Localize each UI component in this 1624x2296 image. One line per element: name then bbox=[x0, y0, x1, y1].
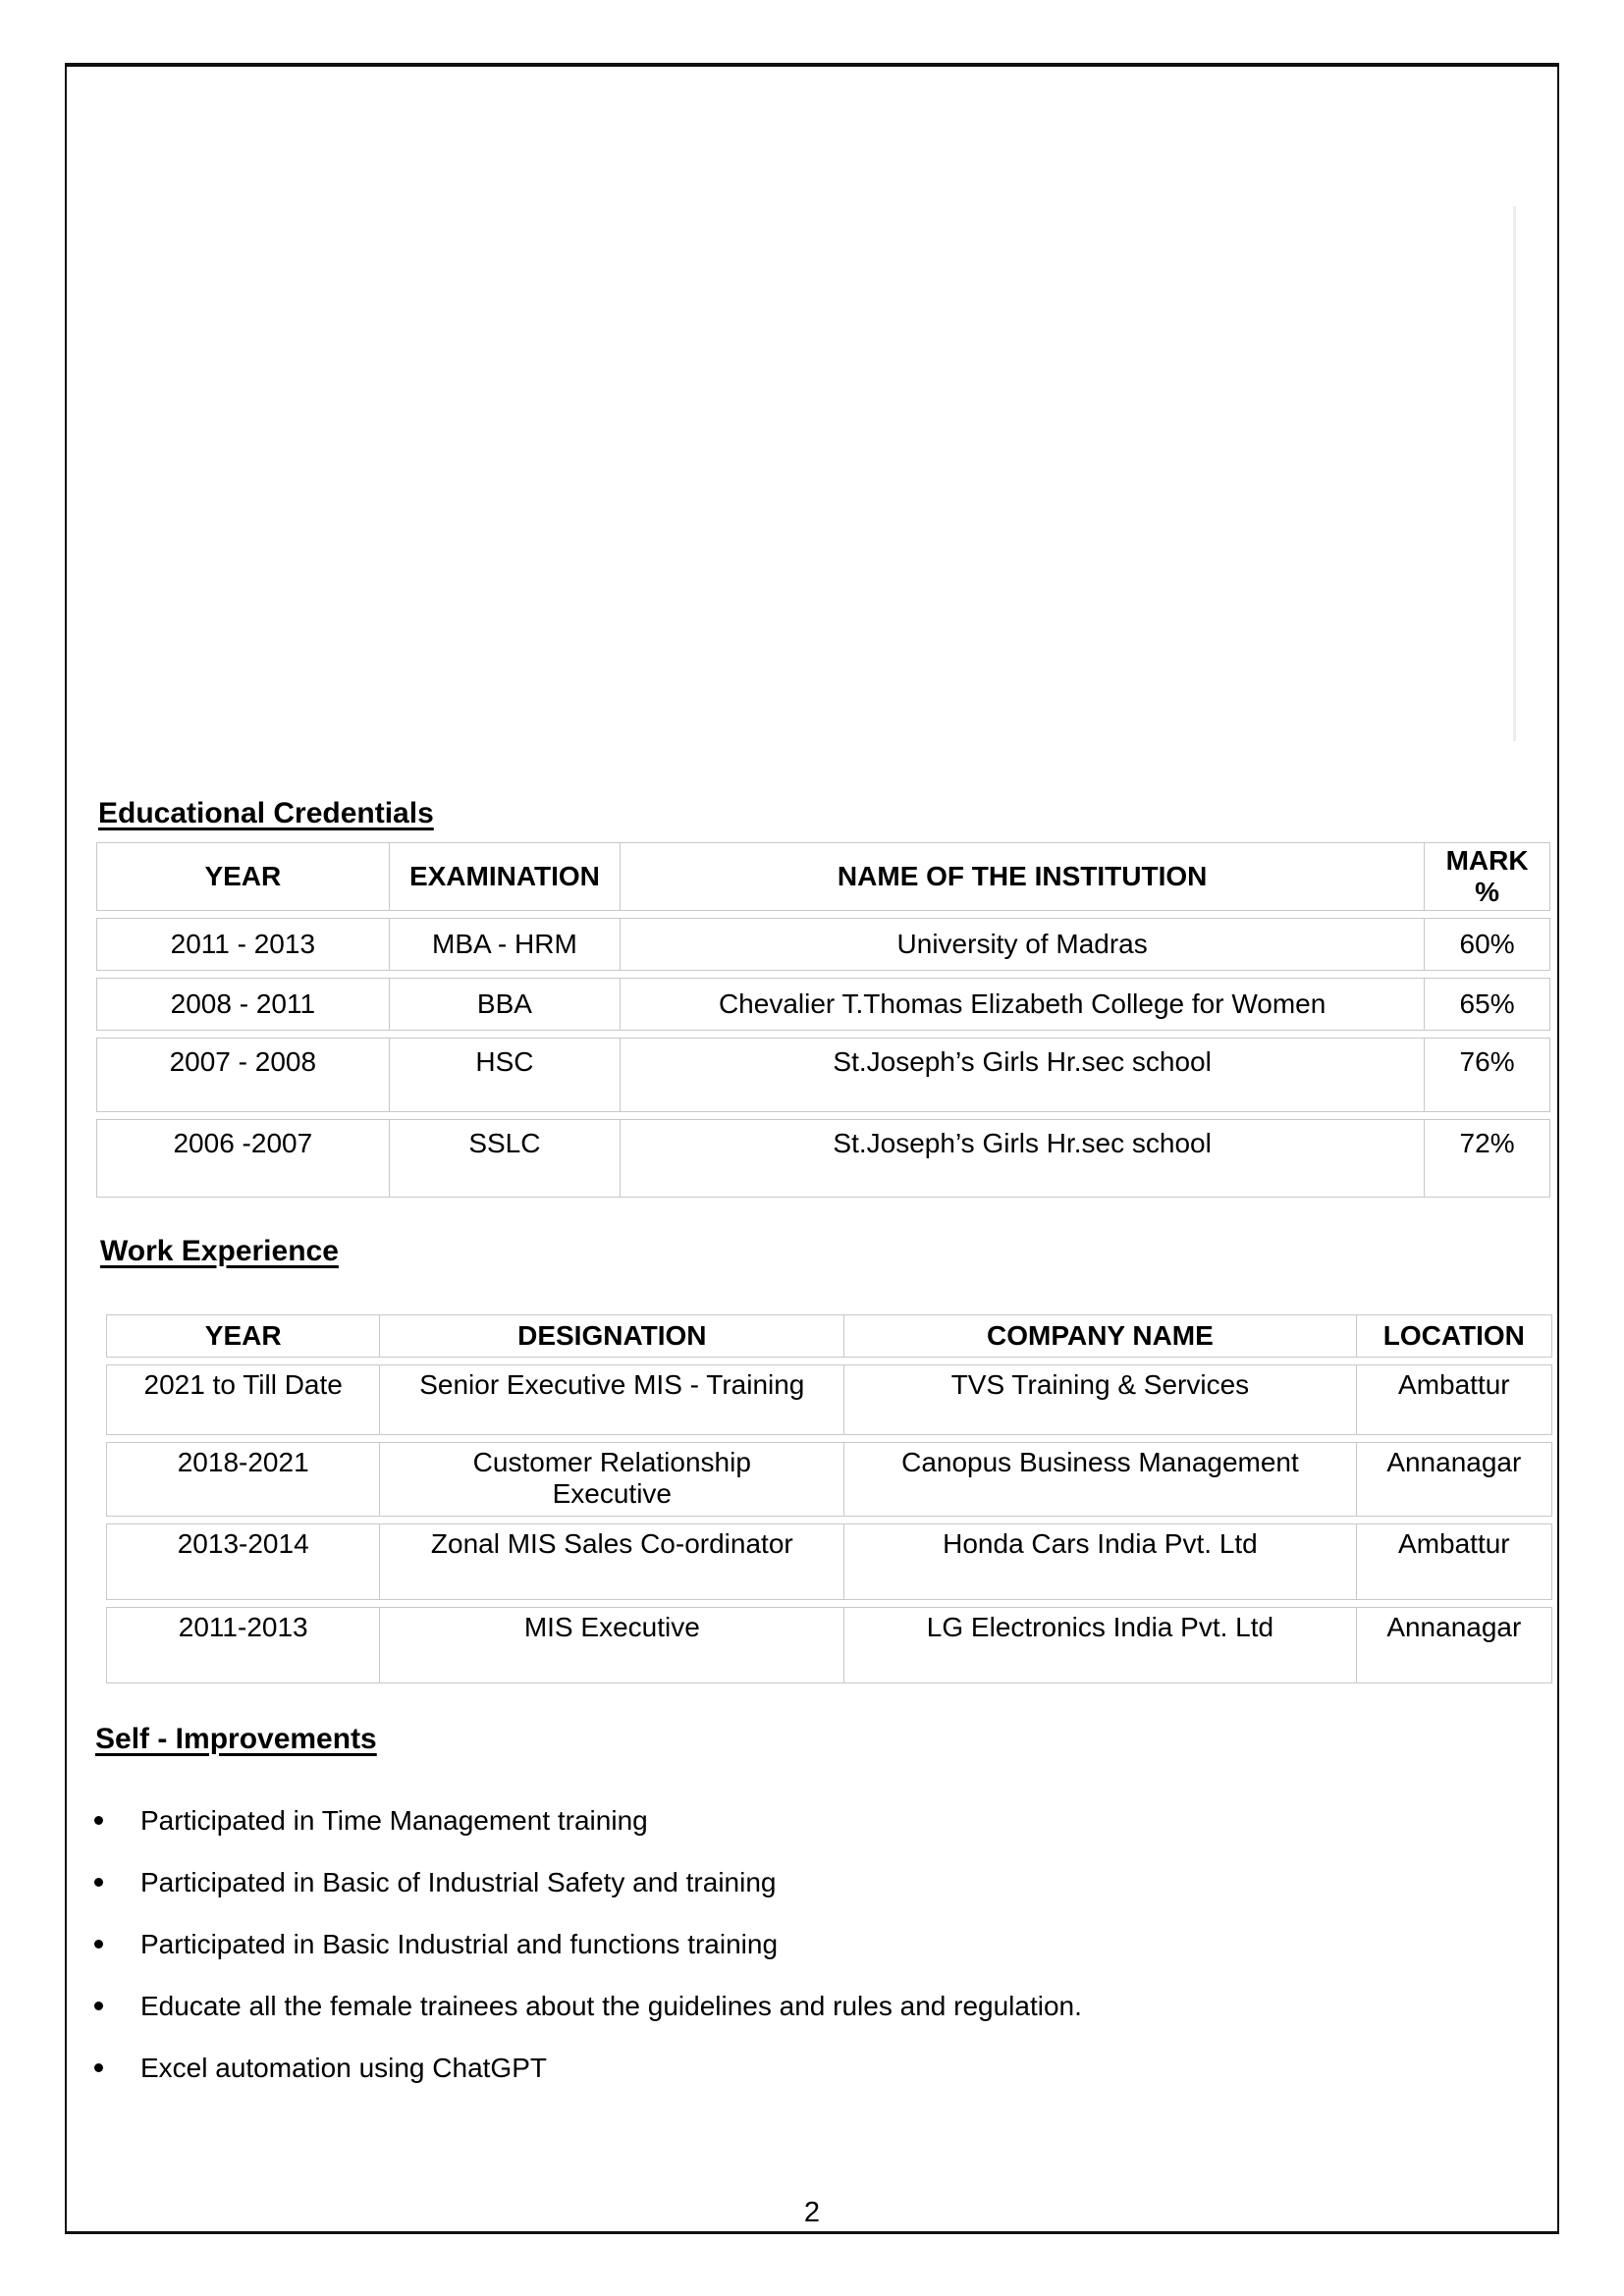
cell-year: 2011 - 2013 bbox=[96, 918, 389, 971]
list-item-text: Participated in Time Management training bbox=[140, 1805, 648, 1836]
bullet-icon bbox=[94, 2063, 103, 2072]
cell-year: 2006 -2007 bbox=[96, 1119, 389, 1198]
cell-institution: Chevalier T.Thomas Elizabeth College for Women bbox=[620, 978, 1424, 1031]
cell-year: 2008 - 2011 bbox=[96, 978, 389, 1031]
table-row bbox=[106, 1364, 1552, 1435]
self-improvements-list bbox=[94, 1804, 1430, 2113]
self-improvements-heading: Self - Improvements bbox=[95, 1723, 377, 1755]
work-experience-table bbox=[106, 1308, 1552, 1690]
column-header-mark: MARK % bbox=[1424, 842, 1550, 911]
page-number: 2 bbox=[803, 2197, 821, 2228]
cell-designation: Customer Relationship Executive bbox=[379, 1442, 843, 1517]
column-header-year: YEAR bbox=[96, 842, 389, 911]
education-heading: Educational Credentials bbox=[98, 797, 434, 829]
cell-year: 2011-2013 bbox=[106, 1607, 379, 1683]
cell-designation: Zonal MIS Sales Co-ordinator bbox=[379, 1523, 843, 1600]
cell-mark: 65% bbox=[1424, 978, 1550, 1031]
list-item bbox=[94, 1990, 1430, 2022]
education-table bbox=[96, 835, 1550, 1204]
table-row bbox=[106, 1442, 1552, 1517]
table-row bbox=[106, 1523, 1552, 1600]
column-header-examination: EXAMINATION bbox=[389, 842, 620, 911]
cell-mark: 76% bbox=[1424, 1038, 1550, 1112]
cell-examination: HSC bbox=[389, 1038, 620, 1112]
cell-mark: 72% bbox=[1424, 1119, 1550, 1198]
column-header-location: LOCATION bbox=[1356, 1314, 1552, 1358]
cell-location: Annanagar bbox=[1356, 1442, 1552, 1517]
bullet-icon bbox=[94, 1878, 103, 1887]
cell-location: Ambattur bbox=[1356, 1523, 1552, 1600]
list-item-text: Educate all the female trainees about the guidelines and rules and regulation. bbox=[140, 1991, 1082, 2021]
cell-mark: 60% bbox=[1424, 918, 1550, 971]
table-row bbox=[106, 1607, 1552, 1683]
list-item bbox=[94, 1928, 1430, 1960]
cell-year: 2013-2014 bbox=[106, 1523, 379, 1600]
cell-location: Annanagar bbox=[1356, 1607, 1552, 1683]
table-row bbox=[96, 1119, 1550, 1198]
cell-examination: MBA - HRM bbox=[389, 918, 620, 971]
cell-company: Canopus Business Management bbox=[843, 1442, 1355, 1517]
cell-institution: St.Joseph’s Girls Hr.sec school bbox=[620, 1119, 1424, 1198]
cell-location: Ambattur bbox=[1356, 1364, 1552, 1435]
cell-institution: University of Madras bbox=[620, 918, 1424, 971]
table-row bbox=[96, 1038, 1550, 1112]
cell-year: 2007 - 2008 bbox=[96, 1038, 389, 1112]
work-experience-heading: Work Experience bbox=[100, 1235, 339, 1267]
column-header-year: YEAR bbox=[106, 1314, 379, 1358]
list-item bbox=[94, 2052, 1430, 2084]
table-row bbox=[96, 978, 1550, 1031]
cell-institution: St.Joseph’s Girls Hr.sec school bbox=[620, 1038, 1424, 1112]
education-header-row bbox=[96, 842, 1550, 911]
list-item-text: Participated in Basic Industrial and functions training bbox=[140, 1929, 779, 1959]
cell-designation: MIS Executive bbox=[379, 1607, 843, 1683]
list-item-text: Excel automation using ChatGPT bbox=[140, 2053, 547, 2083]
bullet-icon bbox=[94, 1816, 103, 1825]
list-item bbox=[94, 1866, 1430, 1898]
cell-year: 2021 to Till Date bbox=[106, 1364, 379, 1435]
cell-company: TVS Training & Services bbox=[843, 1364, 1355, 1435]
column-header-institution: NAME OF THE INSTITUTION bbox=[620, 842, 1424, 911]
cell-company: Honda Cars India Pvt. Ltd bbox=[843, 1523, 1355, 1600]
cell-designation: Senior Executive MIS - Training bbox=[379, 1364, 843, 1435]
list-item-text: Participated in Basic of Industrial Safety and training bbox=[140, 1867, 777, 1897]
work-header-row bbox=[106, 1314, 1552, 1358]
column-header-company: COMPANY NAME bbox=[843, 1314, 1355, 1358]
column-header-designation: DESIGNATION bbox=[379, 1314, 843, 1358]
cell-examination: BBA bbox=[389, 978, 620, 1031]
list-item bbox=[94, 1804, 1430, 1837]
cell-year: 2018-2021 bbox=[106, 1442, 379, 1517]
bullet-icon bbox=[94, 1940, 103, 1949]
table-row bbox=[96, 918, 1550, 971]
bullet-icon bbox=[94, 2002, 103, 2010]
cell-company: LG Electronics India Pvt. Ltd bbox=[843, 1607, 1355, 1683]
cell-examination: SSLC bbox=[389, 1119, 620, 1198]
scan-artifact-line bbox=[1513, 206, 1516, 741]
